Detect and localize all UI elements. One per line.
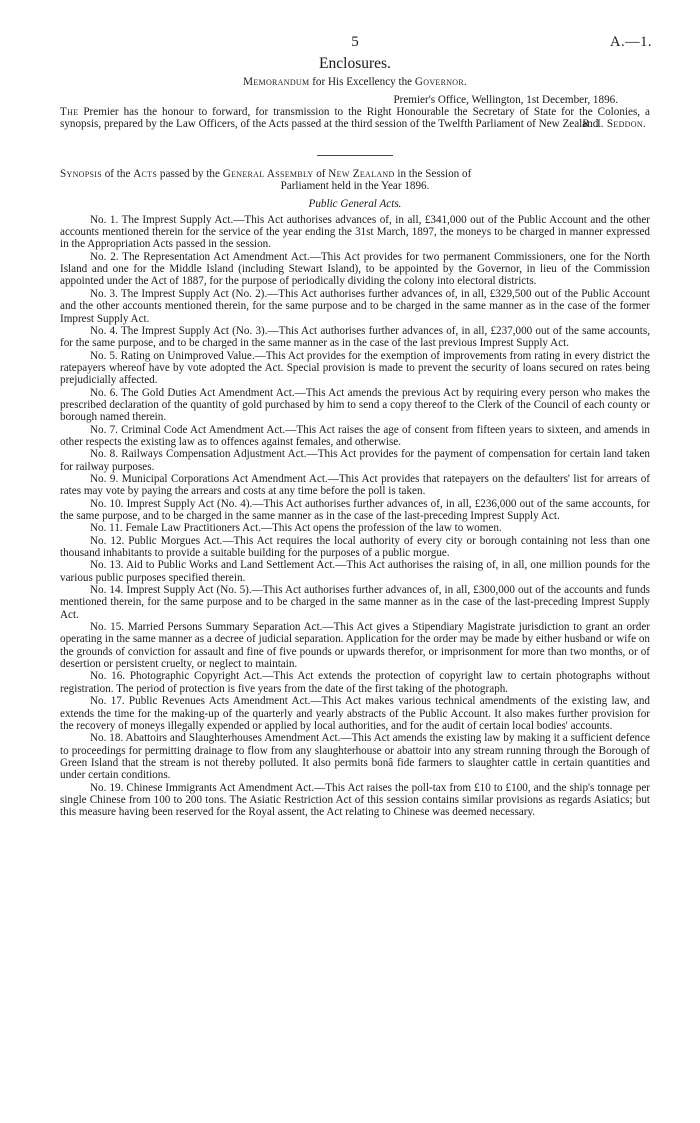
act-paragraph: No. 12. Public Morgues Act.—This Act requires the local authority of every city or borough containing not less than one thousand inhabitants to provide a suitable building for the purposes of a public morgue. <box>60 534 650 560</box>
signature: R. J. Seddon. <box>582 118 646 131</box>
synopsis-text-c: of <box>313 167 329 180</box>
synopsis-text-b: passed by the <box>157 167 223 180</box>
letter-lead: The <box>60 106 79 119</box>
memorandum-middle: for His Excellency the <box>309 76 415 89</box>
page-header <box>60 34 650 58</box>
act-paragraph: No. 6. The Gold Duties Act Amendment Act.—This Act amends the previous Act by requiring every person who makes the prescribed declaration of the quantity of gold purchased by him to send a copy thereof to the Clerk of the Council of each county or borough named therein. <box>60 386 650 424</box>
synopsis-text-a: of the <box>101 167 134 180</box>
memorandum-governor: Governor <box>414 76 465 89</box>
section-divider <box>317 155 393 156</box>
act-paragraph: No. 1. The Imprest Supply Act.—This Act authorises advances of, in all, £341,000 out of the Public Account and the other accounts mentioned therein for the service of the year ending the 31st March, 1897, the moneys to be charged in manner expressed in the Appropriation Acts passed in the session. <box>60 213 650 251</box>
section-title: Public General Acts. <box>308 198 402 211</box>
synopsis-heading <box>60 168 650 193</box>
act-paragraph: No. 19. Chinese Immigrants Act Amendment Act.—This Act raises the poll-tax from £10 to £100, and the ship's tonnage per single Chinese from 100 to 200 tons. The Asiatic Restriction Act of this session contains similar provisions as regards Asiatics; but this measure having been reserved for the Royal assent, the Act relating to Chinese was deemed necessary. <box>60 781 650 819</box>
act-paragraph: No. 5. Rating on Unimproved Value.—This Act provides for the exemption of improvements from rating in every district the ratepayers whereof have by vote adopted the Act. Special provision is made to prevent the security of loans secured on rates being prejudicially affected. <box>60 349 650 387</box>
act-paragraph: No. 7. Criminal Code Act Amendment Act.—This Act raises the age of consent from fifteen years to sixteen, and amends in other respects the existing law as to offences against females, and otherwise. <box>60 423 650 448</box>
memorandum-word: Memorandum <box>243 76 310 89</box>
office-dateline: Premier's Office, Wellington, 1st December, 1896. <box>393 93 618 106</box>
act-paragraph: No. 14. Imprest Supply Act (No. 5).—This Act authorises further advances of, in all, £300,000 out of the accounts and funds mentioned therein, for the same purpose and to be charged in the same manner as in the case of the last-preceding Imprest Supply Act. <box>60 584 650 621</box>
act-paragraph: No. 17. Public Revenues Acts Amendment Act.—This Act makes various technical amendments of the existing law, and extends the time for the making-up of the quarterly and yearly abstracts of the Public Account. It also makes further provision for the recovery of moneys illegally expended or applied by local authorities, and for the audit of certain local bodies' accounts. <box>60 695 650 732</box>
act-paragraph: No. 3. The Imprest Supply Act (No. 2).—This Act authorises further advances of, in all, £329,500 out of the Public Account and the other accounts mentioned therein, for the same purpose and to be charged in the same manner as in the case of the former Imprest Supply Act. <box>60 287 650 325</box>
synopsis-line-2: Parliament held in the Year 1896. <box>280 180 430 193</box>
synopsis-new-zealand: New Zealand <box>328 167 395 180</box>
act-paragraph: No. 16. Photographic Copyright Act.—This Act extends the protection of copyright law to certain photographs without registration. The period of protection is five years from the date of the first taking of the photograph. <box>60 670 650 695</box>
act-paragraph: No. 9. Municipal Corporations Act Amendment Act.—This Act provides that ratepayers on the defaulters' list for arrears of rates may vote by paying the arrears and costs at any time before the poll is taken. <box>60 472 650 498</box>
enclosures-title: Enclosures. <box>319 55 391 72</box>
synopsis-text-d: in the Session of <box>394 167 472 180</box>
document-page <box>60 34 650 819</box>
act-paragraph: No. 15. Married Persons Summary Separation Act.—This Act gives a Stipendiary Magistrate jurisdiction to grant an order operating in the same manner as a decree of judicial separation. Application for the order may be made by either husband or wife on the grounds of conviction for assault and fine of five pounds or upwards therefor, or imprisonment for more than two months, or of desertion or persistent cruelty, or neglect to maintain. <box>60 621 650 671</box>
act-paragraph: No. 11. Female Law Practitioners Act.—This Act opens the profession of the law to women. <box>90 522 502 535</box>
memorandum-letter <box>60 106 650 131</box>
act-paragraph: No. 18. Abattoirs and Slaughterhouses Amendment Act.—This Act amends the existing law by making it a sufficient defence to proceedings for permitting drainage to flow from any slaughterhouse or abattoir into any stream running through the Borough of Green Island that the stream is not thereby polluted. It also permits bonâ fide farmers to slaughter cattle in certain quantities and under certain conditions. <box>60 732 650 782</box>
act-paragraph: No. 4. The Imprest Supply Act (No. 3).—This Act authorises further advances of, in all, £237,000 out of the same accounts, for the same purpose, and to be charged in the same manner as in the case of the last previous Imprest Supply Act. <box>60 324 650 350</box>
act-paragraph: No. 13. Aid to Public Works and Land Settlement Act.—This Act authorises the raising of, in all, one million pounds for the various public purposes specified therein. <box>60 559 650 584</box>
synopsis-word: Synopsis <box>60 167 102 180</box>
synopsis-assembly: General Assembly <box>222 167 314 180</box>
synopsis-acts: Acts <box>133 167 158 180</box>
page-number: 5 <box>351 34 359 50</box>
act-paragraph: No. 2. The Representation Act Amendment Act.—This Act provides for two permanent Commissioners, one for the North Island and one for the Middle Island (including Stewart Island), to be appointed by the Governor, in lieu of the Commission appointed under the Act of 1887, for the purpose of periodically dividing the colony into electoral districts. <box>60 250 650 288</box>
acts-list <box>60 214 650 819</box>
act-paragraph: No. 10. Imprest Supply Act (No. 4).—This Act authorises further advances of, in all, £236,000 out of the same accounts, for the same purpose, and to be charged in the same manner as in the case of the last-preceding Imprest Supply Act. <box>60 497 650 522</box>
memorandum-end: . <box>464 76 467 89</box>
synopsis-line-1 <box>60 168 650 180</box>
memorandum-heading <box>60 76 650 88</box>
document-reference: A.—1. <box>610 34 652 50</box>
act-paragraph: No. 8. Railways Compensation Adjustment Act.—This Act provides for the payment of compensation for certain land taken for railway purposes. <box>60 448 650 473</box>
letter-body: Premier has the honour to forward, for transmission to the Right Honourable the Secretary of State for the Colonies, a synopsis, prepared by the Law Officers, of the Acts passed at the third session of the Twelfth Parliament of New Zealand. <box>60 106 650 131</box>
